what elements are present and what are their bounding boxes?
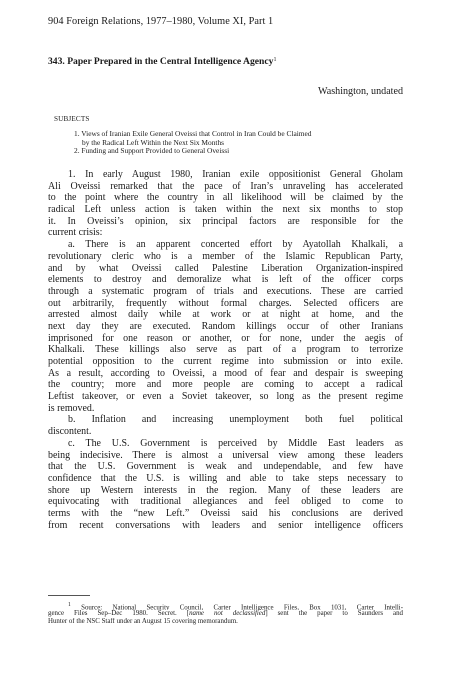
body-line: a. There is an apparent concerted effort by Ayatollah Khalkali, a	[68, 239, 403, 251]
document-title-text: 343. Paper Prepared in the Central Intelligence Agency	[48, 56, 274, 67]
footnote-line: Hunter of the NSC Staff under an August 15 covering memorandum.	[48, 618, 238, 626]
footnote-rule	[48, 595, 90, 596]
document-title	[48, 56, 403, 67]
body-line: is removed.	[48, 402, 95, 414]
body-line: elements to destroy and demoralize what is left of the officer corps	[48, 274, 403, 286]
body-line: discontent.	[48, 426, 92, 438]
body-line: confidence that the U.S. is willing and able to take steps necessary to	[48, 472, 403, 484]
body-line: 1. In early August 1980, Iranian exile oppositionist General Gholam	[68, 169, 403, 180]
body-line: equivocating with traditional allegiances and feel obliged to come to	[48, 496, 403, 508]
body-line: current crisis:	[48, 227, 103, 239]
footnote-text: ] sent the paper to Saunders and	[265, 609, 403, 617]
footnote-marker[interactable]: 1	[273, 57, 277, 63]
body-line: Ali Oveissi remarked that the pace of Iran’s unraveling has accelerated	[48, 180, 403, 192]
footnote-text: Source: National Security Council, Carter Intelligence Files, Box 1031, Carter Intelli-	[81, 604, 403, 610]
footnote-italic-text: name not declassified	[189, 609, 266, 617]
body-line: shore up Western interests in the region. Many of these leaders are	[48, 484, 403, 496]
body-line: b. Inflation and increasing unemployment both fuel political	[68, 414, 403, 426]
body-line: and by what Oveissi called Palestine Liberation Organization-inspired	[48, 262, 403, 274]
body-line: As a result, according to Oveissi, a mood of fear and despair is sweeping	[48, 367, 403, 379]
place-date: Washington, undated	[318, 86, 403, 97]
body-line: imprisoned for one reason or another, or for none, under the aegis of	[48, 332, 403, 344]
footnote-line	[48, 601, 403, 610]
subjects-list	[74, 130, 404, 156]
body-line: radical Left unless action is taken within the next six months to stop	[48, 204, 403, 216]
footnote	[48, 601, 403, 627]
body-line: potential opposition to the current regime into submission or into exile.	[48, 356, 403, 367]
body-line: being indecisive. There is almost a universal view among these leaders	[48, 449, 403, 461]
footnote-number: 1	[68, 602, 71, 608]
footnote-text: gence Files Sep–Dec 1980. Secret. [	[48, 609, 190, 617]
body-line: arrested almost daily while at work or at night at home, and the	[48, 309, 403, 321]
body-line: it. In Oveissi’s opinion, six principal factors are responsible for the	[48, 215, 403, 227]
subject-item-continuation: by the Radical Left Within the Next Six Months	[82, 137, 225, 147]
body-line: from recent conversations with leaders and senior intelligence officers	[48, 519, 403, 531]
footnote-line	[48, 610, 403, 619]
body-line: Leftist takeover, or even a Soviet takeover, so long as the present regime	[48, 391, 403, 403]
body-line: terms with the “new Left.” Oveissi said his conclusions are derived	[48, 507, 403, 519]
running-head: 904 Foreign Relations, 1977–1980, Volume XI, Part 1	[48, 16, 274, 27]
subjects-label: SUBJECTS	[54, 115, 90, 123]
body-line: c. The U.S. Government is perceived by Middle East leaders as	[68, 437, 403, 449]
body-line: through a systematic program of trials and executions. These are carried	[48, 285, 403, 297]
body-line: out arbitrarily, frequently without formal charges. Selected officers are	[48, 297, 403, 309]
body-line: that the U.S. Government is weak and undependable, and few have	[48, 461, 403, 473]
body-text	[48, 169, 403, 531]
body-line: revolutionary cleric who is a member of the Islamic Republican Party,	[48, 250, 403, 262]
body-line: the country; more and more people are coming to accept a radical	[48, 379, 403, 391]
subject-item: 1. Views of Iranian Exile General Oveissi that Control in Iran Could be Claimed	[74, 129, 312, 138]
body-line: to the point where the country in all likelihood will be claimed by the	[48, 192, 403, 204]
body-line: Khalkali. These killings also serve as part of a program to terrorize	[48, 344, 403, 356]
subject-item: 2. Funding and Support Provided to General Oveissi	[74, 146, 230, 156]
body-line: next day they are executed. Random killings occur of other Iranians	[48, 320, 403, 332]
